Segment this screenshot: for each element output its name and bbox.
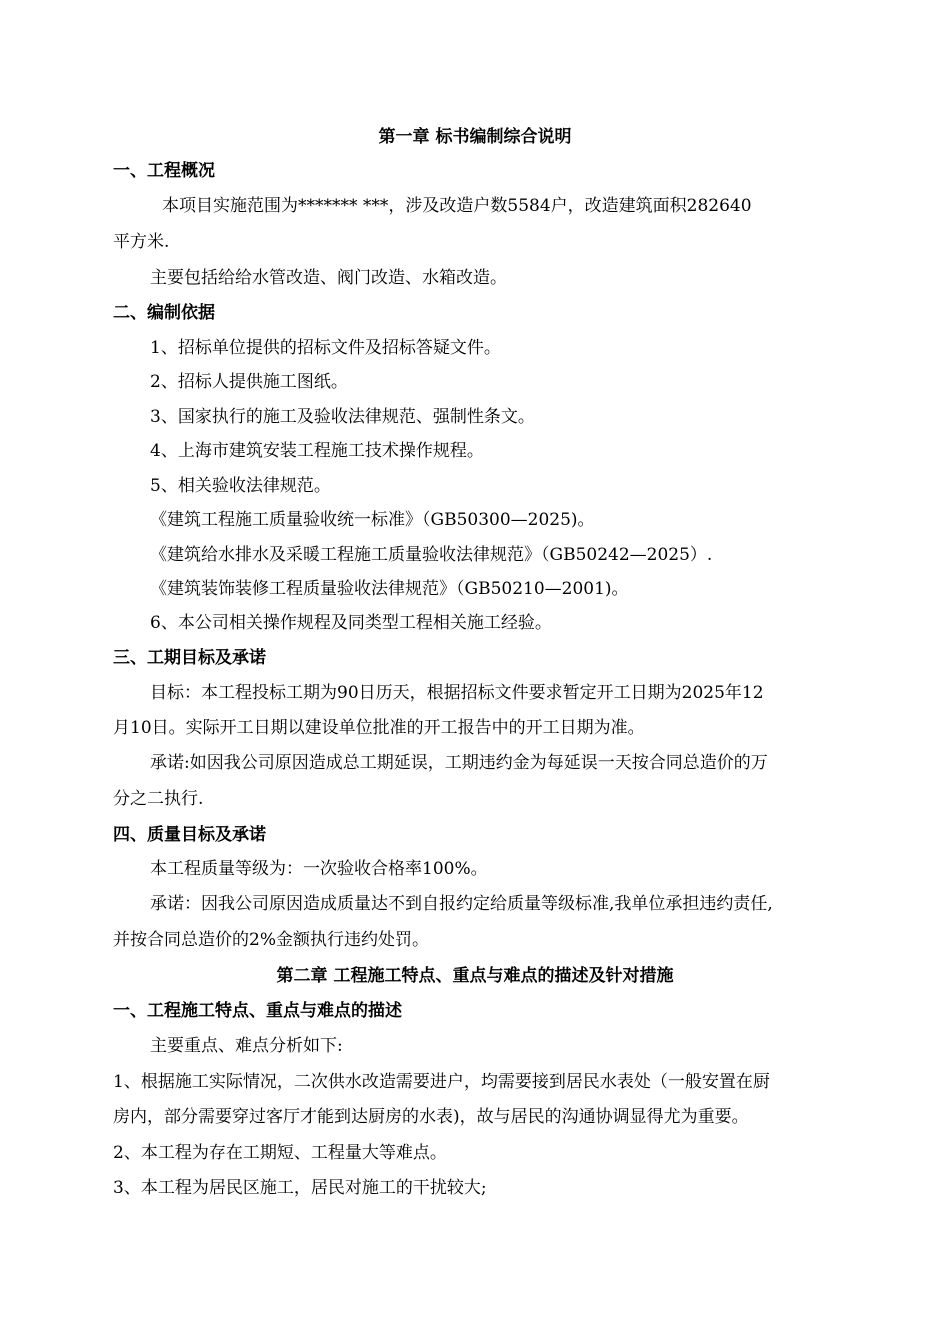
quality-promise-line2: 并按合同总造价的2%金额执行违约处罚。	[113, 930, 429, 950]
schedule-goal-line2: 月10日。实际开工日期以建设单位批准的开工报告中的开工日期为准。	[113, 718, 645, 738]
basis-item-5: 5、相关验收法律规范。	[150, 476, 331, 496]
basis-item-1: 1、招标单位提供的招标文件及招标答疑文件。	[150, 338, 501, 358]
difficulty-item-2: 2、本工程为存在工期短、工程量大等难点。	[113, 1143, 447, 1163]
basis-item-3: 3、国家执行的施工及验收法律规范、强制性条文。	[150, 407, 535, 427]
chapter-1-title: 第一章 标书编制综合说明	[378, 127, 572, 147]
quality-promise-line1: 承诺：因我公司原因造成质量达不到自报约定给质量等级标准,我单位承担违约责任,	[150, 894, 773, 914]
section-heading-schedule: 三、工期目标及承诺	[113, 648, 266, 668]
schedule-goal-line1: 目标：本工程投标工期为90日历天，根据招标文件要求暂定开工日期为2025年12	[150, 683, 764, 703]
basis-standard-1: 《建筑工程施工质量验收统一标准》（GB50300—2025)。	[150, 510, 595, 530]
basis-standard-2: 《建筑给水排水及采暖工程施工质量验收法律规范》（GB50242—2025）.	[150, 545, 713, 565]
difficulties-intro: 主要重点、难点分析如下:	[150, 1036, 343, 1056]
basis-item-6: 6、本公司相关操作规程及同类型工程相关施工经验。	[150, 613, 552, 633]
difficulty-item-1-line1: 1、根据施工实际情况，二次供水改造需要进户，均需要接到居民水表处（一般安置在厨	[113, 1072, 770, 1092]
difficulty-item-3: 3、本工程为居民区施工，居民对施工的干扰较大;	[113, 1178, 487, 1198]
overview-paragraph-line1: 本项目实施范围为******* ***，涉及改造户数5584户，改造建筑面积282640	[162, 196, 752, 216]
overview-paragraph-2: 主要包括给给水管改造、阀门改造、水箱改造。	[150, 268, 507, 288]
basis-item-2: 2、招标人提供施工图纸。	[150, 372, 348, 392]
section-heading-difficulties: 一、工程施工特点、重点与难点的描述	[113, 1001, 402, 1021]
basis-standard-3: 《建筑装饰装修工程质量验收法律规范》（GB50210—2001)。	[150, 579, 629, 599]
section-heading-quality: 四、质量目标及承诺	[113, 825, 266, 845]
difficulty-item-1-line2: 房内，部分需要穿过客厅才能到达厨房的水表)，故与居民的沟通协调显得尤为重要。	[113, 1107, 749, 1127]
schedule-promise-line1: 承诺:如因我公司原因造成总工期延误，工期违约金为每延误一天按合同总造价的万	[150, 753, 768, 773]
basis-item-4: 4、上海市建筑安装工程施工技术操作规程。	[150, 441, 484, 461]
section-heading-basis: 二、编制依据	[113, 303, 215, 323]
schedule-promise-line2: 分之二执行.	[113, 789, 204, 809]
chapter-2-title: 第二章 工程施工特点、重点与难点的描述及针对措施	[276, 966, 674, 986]
section-heading-overview: 一、工程概况	[113, 161, 215, 181]
overview-paragraph-line2: 平方米.	[113, 232, 170, 252]
quality-grade: 本工程质量等级为：一次验收合格率100%。	[150, 859, 488, 879]
